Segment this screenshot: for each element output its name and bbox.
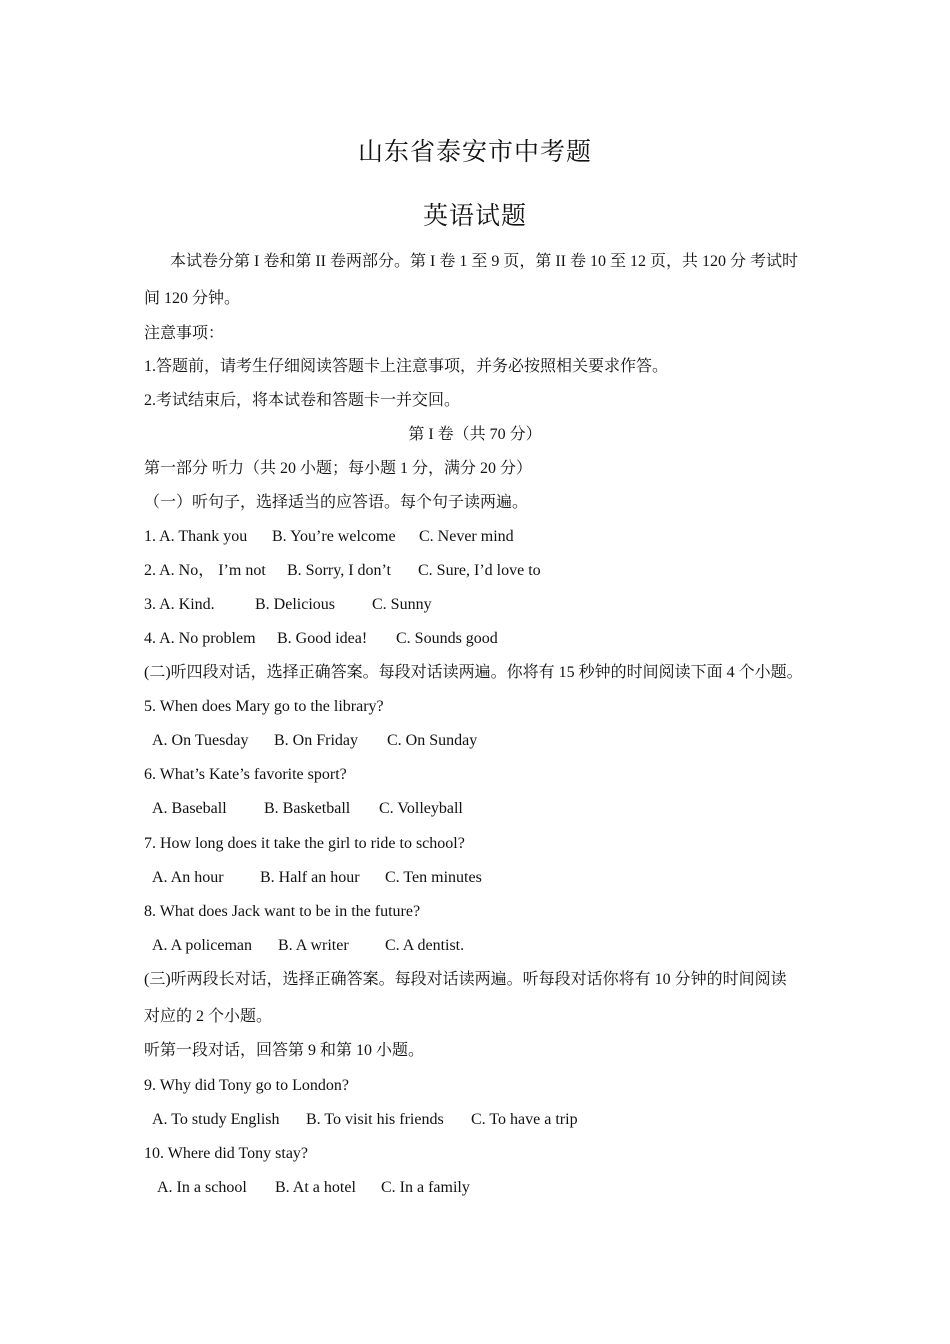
question-1 <box>144 527 814 547</box>
intro-line-2: 间 120 分钟。 <box>144 290 241 307</box>
q8-stem: 8. What does Jack want to be in the future? <box>144 903 421 920</box>
q9-option-a: A. To study English <box>152 1111 280 1128</box>
intro-line-1: 本试卷分第 I 卷和第 II 卷两部分。第 I 卷 1 至 9 页，第 II 卷 10 至 12 页，共 120 分 考试时 <box>170 253 798 270</box>
question-2 <box>144 561 814 581</box>
q3-option-a: 3. A. Kind. <box>144 596 215 613</box>
q1-option-c: C. Never mind <box>419 528 514 545</box>
q4-option-a: 4. A. No problem <box>144 630 256 647</box>
q9-option-c: C. To have a trip <box>471 1111 578 1128</box>
q9-stem: 9. Why did Tony go to London? <box>144 1077 349 1094</box>
q5-options <box>152 731 822 751</box>
page-title: 山东省泰安市中考题 <box>357 139 592 166</box>
q5-stem: 5. When does Mary go to the library? <box>144 698 384 715</box>
q6-options <box>152 799 822 819</box>
q9-options <box>152 1110 822 1130</box>
q5-option-a: A. On Tuesday <box>152 732 249 749</box>
q10-option-c: C. In a family <box>381 1179 470 1196</box>
q4-option-b: B. Good idea! <box>277 630 368 647</box>
q4-option-c: C. Sounds good <box>396 630 498 647</box>
q5-option-c: C. On Sunday <box>387 732 478 749</box>
q9-option-b: B. To visit his friends <box>306 1111 444 1128</box>
q10-option-a: A. In a school <box>157 1179 247 1196</box>
q8-option-c: C. A dentist. <box>385 937 465 954</box>
q7-stem: 7. How long does it take the girl to ride to school? <box>144 835 465 852</box>
q1-option-a: 1. A. Thank you <box>144 528 248 545</box>
q8-options <box>152 936 822 956</box>
section3-line-1: (三)听两段长对话，选择正确答案。每段对话读两遍。听每段对话你将有 10 分钟的时间阅读 <box>144 971 787 988</box>
q8-option-a: A. A policeman <box>152 937 252 954</box>
page-subtitle: 英语试题 <box>422 203 527 230</box>
q10-options <box>157 1178 827 1198</box>
q7-option-a: A. An hour <box>152 869 224 886</box>
q6-option-c: C. Volleyball <box>379 800 463 817</box>
q3-option-b: B. Delicious <box>255 596 335 613</box>
section1-heading: （一）听句子，选择适当的应答语。每个句子读两遍。 <box>144 494 529 511</box>
volume-heading: 第 I 卷（共 70 分） <box>408 426 542 443</box>
q1-option-b: B. You’re welcome <box>272 528 396 545</box>
section3-line-2: 对应的 2 个小题。 <box>144 1008 273 1025</box>
q5-option-b: B. On Friday <box>274 732 358 749</box>
q7-option-c: C. Ten minutes <box>385 869 482 886</box>
q10-stem: 10. Where did Tony stay? <box>144 1145 309 1162</box>
note-2: 2.考试结束后，将本试卷和答题卡一并交回。 <box>144 392 461 409</box>
notes-heading: 注意事项： <box>144 325 225 342</box>
q10-option-b: B. At a hotel <box>275 1179 356 1196</box>
q6-option-a: A. Baseball <box>152 800 227 817</box>
q8-option-b: B. A writer <box>278 937 349 954</box>
q6-stem: 6. What’s Kate’s favorite sport? <box>144 766 347 783</box>
q2-option-a: 2. A. No， I’m not <box>144 562 266 579</box>
q7-option-b: B. Half an hour <box>260 869 360 886</box>
q2-option-c: C. Sure, I’d love to <box>418 562 541 579</box>
q2-option-b: B. Sorry, I don’t <box>287 562 391 579</box>
q7-options <box>152 868 822 888</box>
section2-heading: (二)听四段对话，选择正确答案。每段对话读两遍。你将有 15 秒钟的时间阅读下面 4 个小题。 <box>144 664 803 681</box>
dialog1-heading: 听第一段对话，回答第 9 和第 10 小题。 <box>144 1042 425 1059</box>
part1-heading: 第一部分 听力（共 20 小题；每小题 1 分，满分 20 分） <box>144 460 533 477</box>
question-4 <box>144 629 814 649</box>
question-3 <box>144 595 814 615</box>
q3-option-c: C. Sunny <box>372 596 432 613</box>
note-1: 1.答题前，请考生仔细阅读答题卡上注意事项，并务必按照相关要求作答。 <box>144 358 669 375</box>
q6-option-b: B. Basketball <box>264 800 351 817</box>
